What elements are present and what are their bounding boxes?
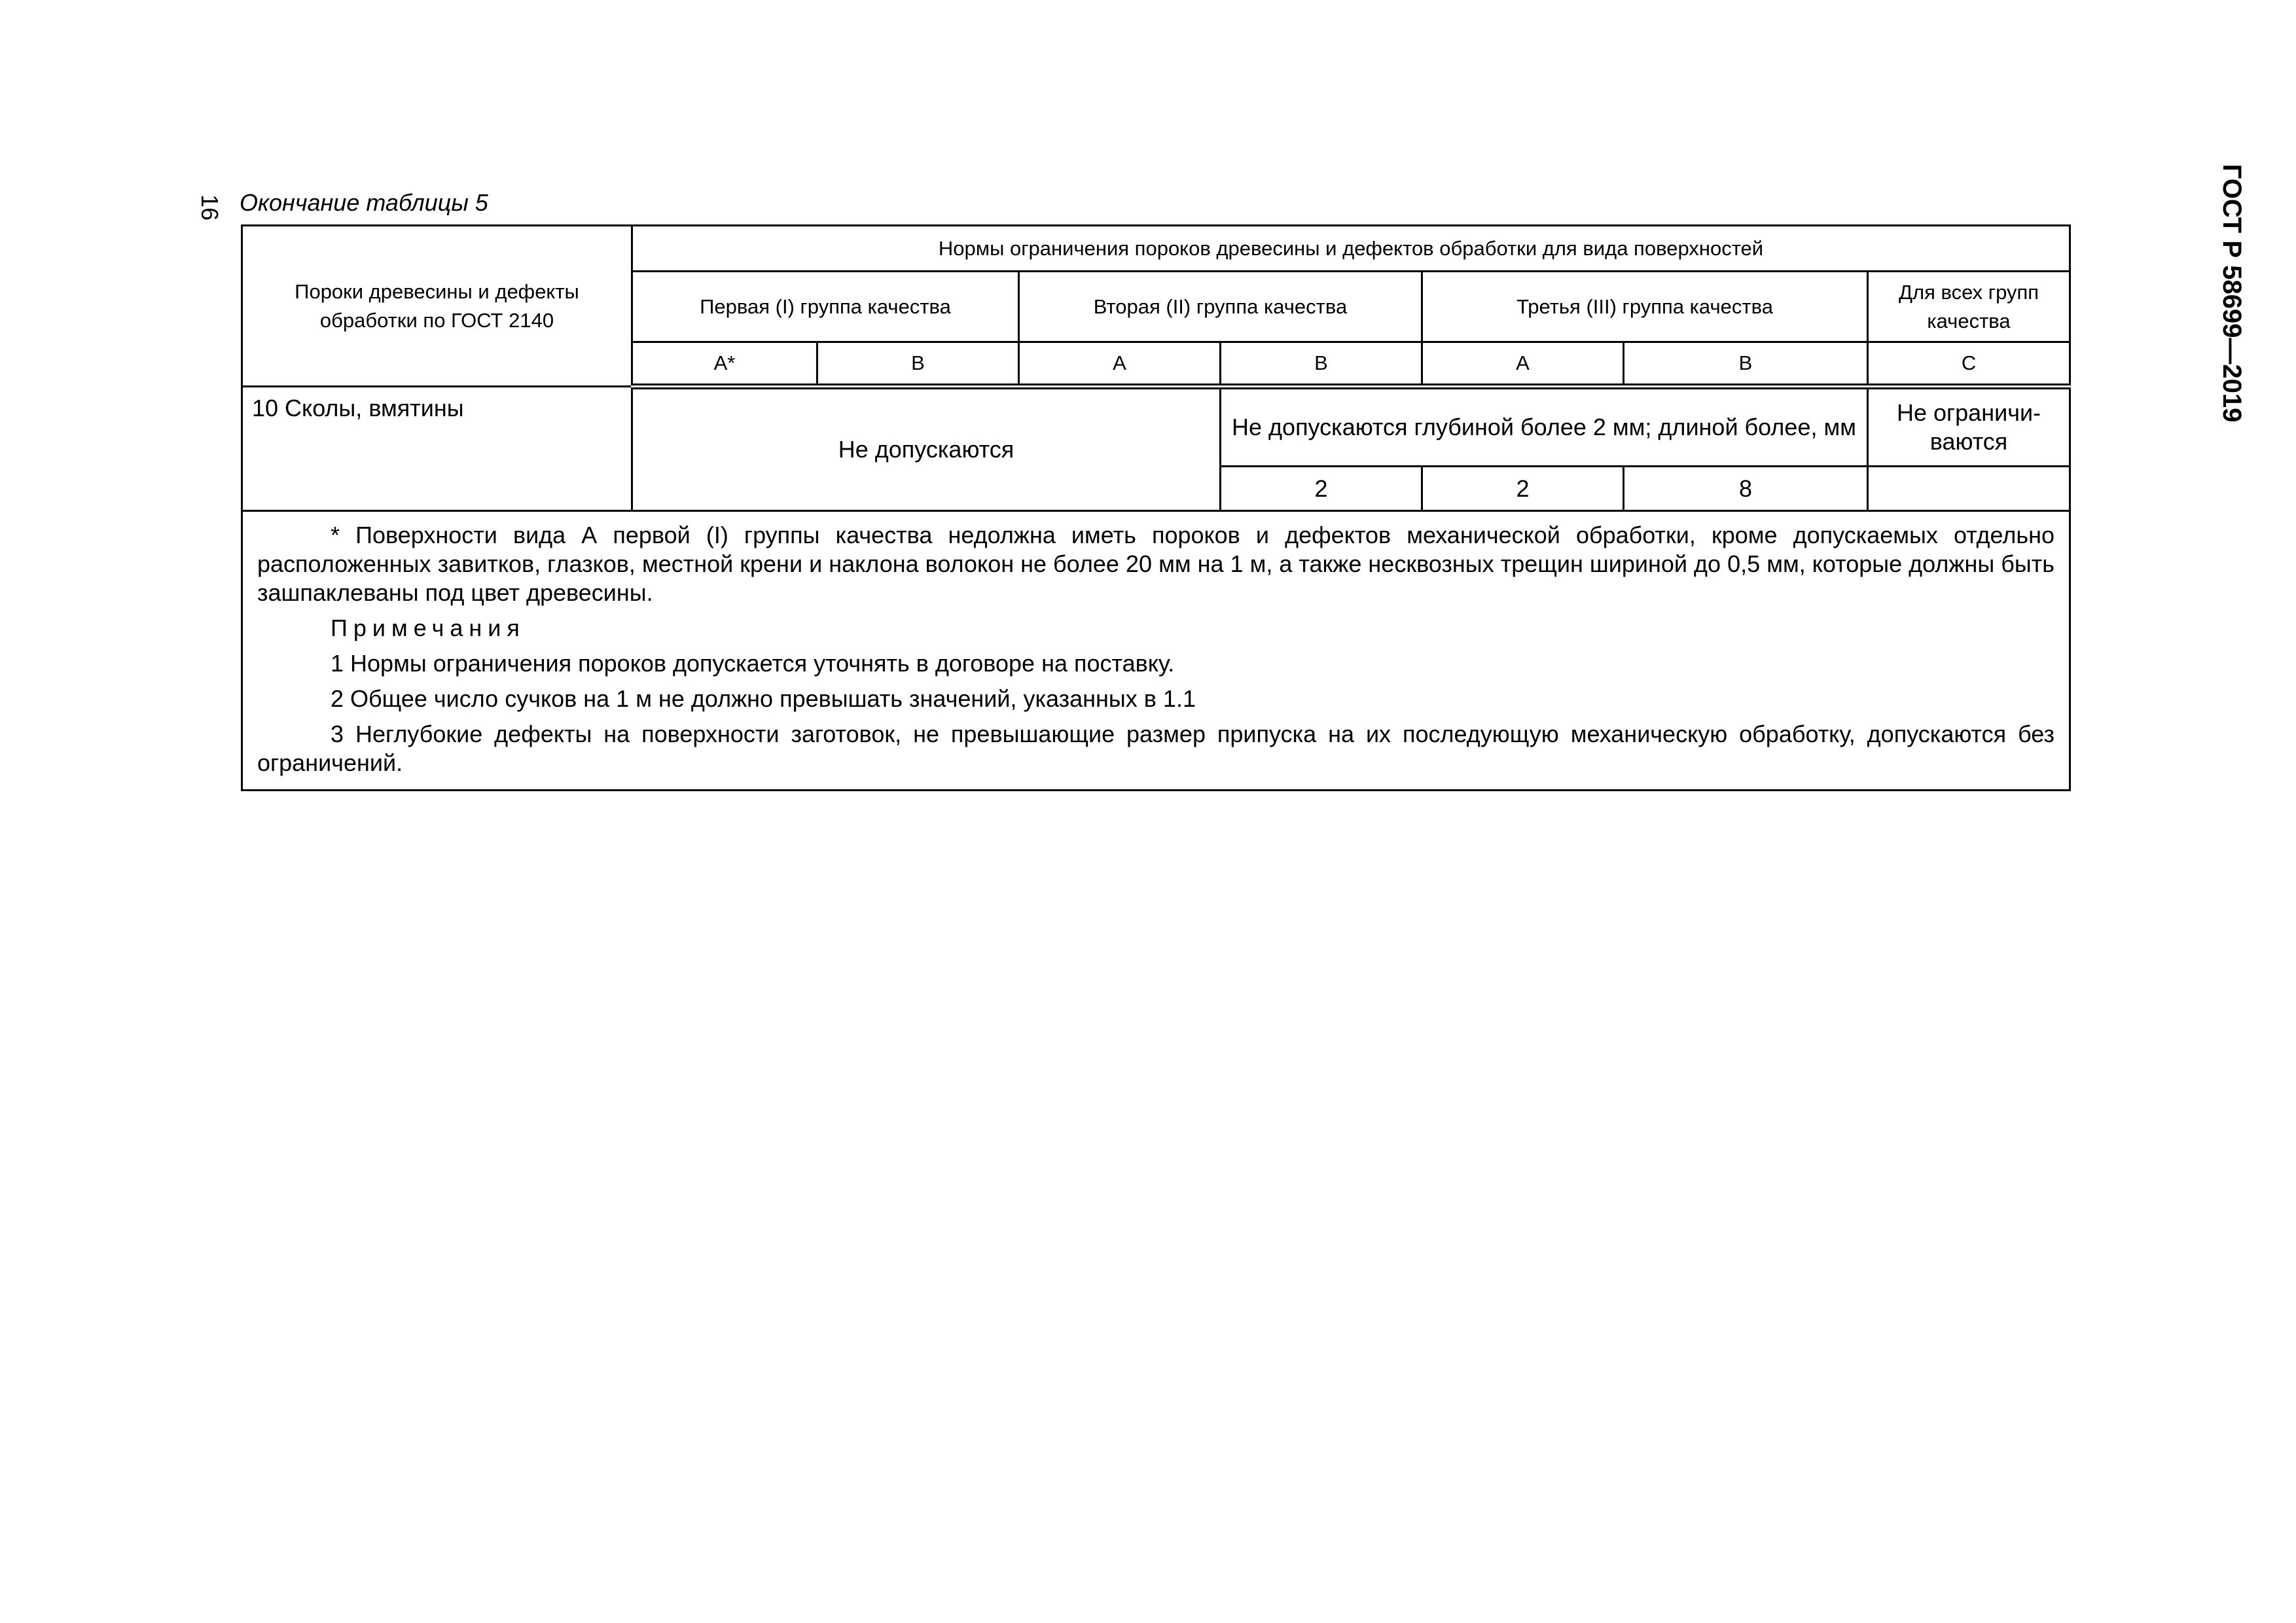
header-norms-title: Нормы ограничения пороков древесины и дефектов обработки для вида поверхностей bbox=[632, 226, 2070, 272]
header-defect-column: Пороки древесины и дефекты обработки по ГОСТ 2140 bbox=[242, 226, 632, 387]
subcolumn-c: С bbox=[1868, 342, 2070, 387]
header-group-first: Первая (I) группа качества bbox=[632, 272, 1019, 342]
subcolumn-a: А bbox=[1422, 342, 1624, 387]
not-allowed-cell: Не допускаются bbox=[632, 387, 1221, 511]
table-caption: Окончание таблицы 5 bbox=[240, 189, 488, 216]
subcolumn-a: А bbox=[1019, 342, 1221, 387]
value-cell: 2 bbox=[1422, 467, 1624, 511]
notes-row bbox=[242, 511, 2070, 791]
note-item: 2 Общее число сучков на 1 м не должно превышать значений, указанных в 1.1 bbox=[331, 685, 1196, 712]
defect-name-cell: 10 Сколы, вмятины bbox=[242, 387, 632, 511]
notes-cell bbox=[242, 511, 2070, 791]
depth-limit-cell: Не допускаются глубиной более 2 мм; длиной более, мм bbox=[1221, 387, 1868, 467]
value-cell: 8 bbox=[1624, 467, 1868, 511]
defects-table bbox=[241, 224, 2071, 791]
document-code: ГОСТ Р 58699—2019 bbox=[2217, 164, 2246, 423]
empty-cell bbox=[1868, 467, 2070, 511]
notes-heading: Примечания bbox=[331, 615, 526, 641]
unlimited-cell: Не ограничи-ваются bbox=[1868, 387, 2070, 467]
subcolumn-b: В bbox=[817, 342, 1019, 387]
page-number: 16 bbox=[196, 194, 223, 221]
note-item: 1 Нормы ограничения пороков допускается уточнять в договоре на поставку. bbox=[331, 650, 1175, 677]
subcolumn-b: В bbox=[1221, 342, 1422, 387]
table-row bbox=[242, 387, 2070, 467]
header-group-all: Для всех групп качества bbox=[1868, 272, 2070, 342]
footnote: * Поверхности вида А первой (I) группы качества недолжна иметь пороков и дефектов механической обработки, кроме допускаемых отдельно расположенных завитков, глазков, местной крени и наклона волокон не более 20 мм на 1 м, а также несквозных трещин шириной до 0,5 мм, которые должны быть зашпаклеваны под цвет древесины. bbox=[257, 522, 2055, 606]
subcolumn-b: В bbox=[1624, 342, 1868, 387]
header-group-third: Третья (III) группа качества bbox=[1422, 272, 1868, 342]
subcolumn-a-star: А* bbox=[632, 342, 817, 387]
note-item: 3 Неглубокие дефекты на поверхности заготовок, не превышающие размер припуска на их последующую механическую обработку, допускаются без ограничений. bbox=[257, 721, 2055, 776]
value-cell: 2 bbox=[1221, 467, 1422, 511]
header-row-1 bbox=[242, 226, 2070, 272]
header-group-second: Вторая (II) группа качества bbox=[1019, 272, 1422, 342]
